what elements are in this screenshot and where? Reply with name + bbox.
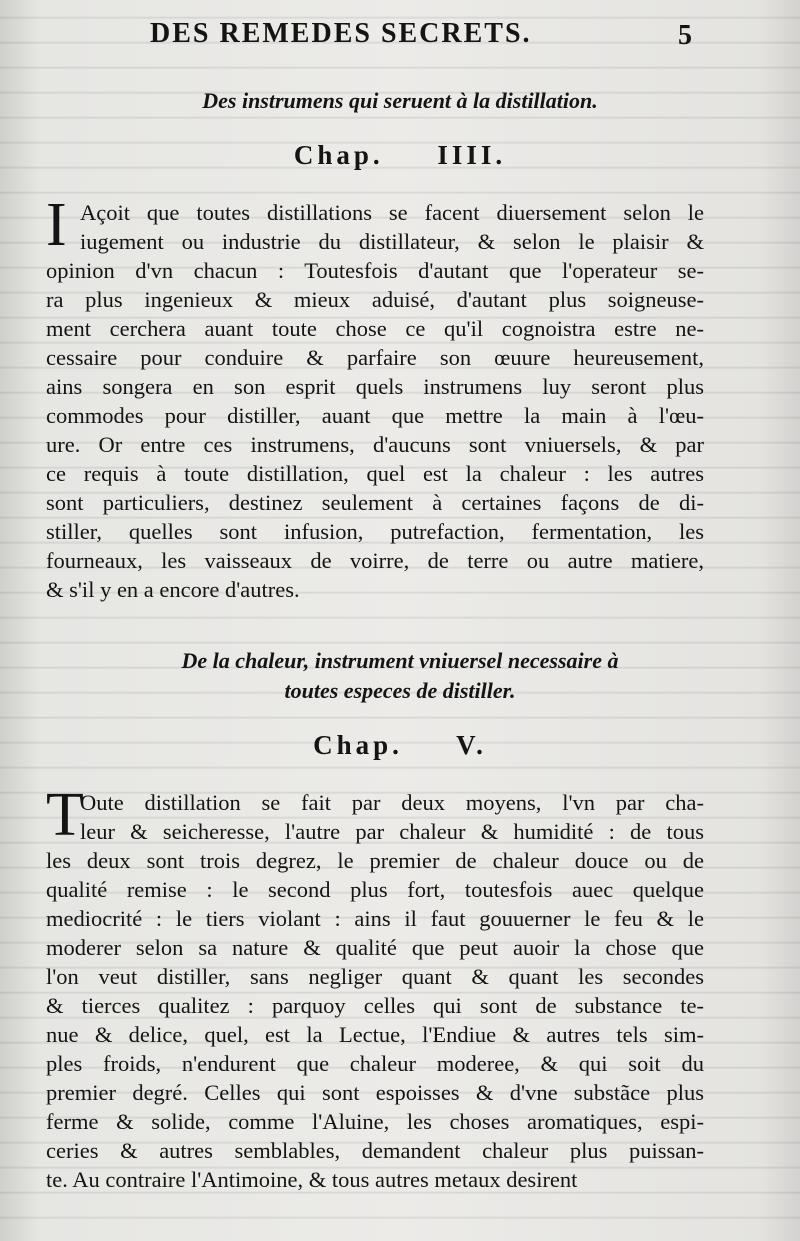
text-line: opinion d'vn chacun : Toutesfois d'autant que l'operateur se-: [46, 258, 704, 283]
text-line: ferme & solide, comme l'Aluine, les choses aromatiques, espi-: [46, 1109, 704, 1134]
section-title-instrumens: Des instrumens qui seruent à la distillation.: [202, 88, 598, 113]
text-line: & tierces qualitez : parquoy celles qui sont de substance te-: [46, 993, 704, 1018]
text-line: l'on veut distiller, sans negliger quant & quant les secondes: [46, 964, 704, 989]
text-line: nue & delice, quel, est la Lectue, l'Endiue & autres tels sim-: [46, 1022, 704, 1047]
text-line: fourneaux, les vaisseaux de voirre, de terre ou autre matiere,: [46, 548, 704, 573]
chapter-number: V.: [456, 730, 487, 760]
text-line: stiller, quelles sont infusion, putrefaction, fermentation, les: [46, 519, 704, 544]
text-line: iugement ou industrie du distillateur, & selon le plaisir &: [80, 229, 704, 254]
paragraph-chapter-5: [46, 781, 704, 1194]
chapter-number: IIII.: [437, 140, 507, 170]
text-line: premier degré. Celles qui sont espoisses & d'vne substãce plus: [46, 1080, 704, 1105]
text-line: ure. Or entre ces instrumens, d'aucuns sont vniuersels, & par: [46, 432, 704, 457]
paragraph-chapter-4: [46, 191, 704, 604]
page-number: 5: [678, 20, 692, 51]
text-line: ra plus ingenieux & mieux aduisé, d'autant plus soigneuse-: [46, 287, 704, 312]
chapter-label: Chap.: [313, 730, 403, 760]
chapter-heading-4: [0, 140, 800, 171]
text-line: Oute distillation se fait par deux moyens, l'vn par cha-: [80, 790, 704, 815]
text-line: te. Au contraire l'Antimoine, & tous autres metaux desirent: [46, 1167, 578, 1192]
section-title-chaleur-line1: De la chaleur, instrument vniuersel necessaire à: [181, 648, 619, 673]
chapter-label: Chap.: [293, 140, 384, 170]
running-title: DES REMEDES SECRETS.: [150, 18, 532, 49]
text-line: les deux sont trois degrez, le premier de chaleur douce ou de: [46, 848, 704, 873]
text-line: leur & seicheresse, l'autre par chaleur & humidité : de tous: [80, 819, 704, 844]
text-line: commodes pour distiller, auant que mettre la main à l'œu-: [46, 403, 704, 428]
text-line: sont particuliers, destinez seulement à certaines façons de di-: [46, 490, 704, 515]
drop-capital-i: I: [46, 191, 67, 259]
running-head: [0, 18, 800, 52]
drop-capital-t: T: [46, 781, 84, 849]
text-line: Açoit que toutes distillations se facent diuersement selon le: [80, 200, 704, 225]
chapter-heading-5: [0, 730, 800, 761]
text-line: ples froids, n'endurent que chaleur moderee, & qui soit du: [46, 1051, 704, 1076]
text-line: & s'il y en a encore d'autres.: [46, 577, 300, 602]
text-line: qualité remise : le second plus fort, toutesfois auec quelque: [46, 877, 704, 902]
text-line: moderer selon sa nature & qualité que peut auoir la chose que: [46, 935, 704, 960]
text-line: ceries & autres semblables, demandent chaleur plus puissan-: [46, 1138, 704, 1163]
text-line: mediocrité : le tiers violant : ains il faut gouuerner le feu & le: [46, 906, 704, 931]
text-line: ment cerchera auant toute chose ce qu'il cognoistra estre ne-: [46, 316, 704, 341]
section-title-chaleur-line2: toutes especes de distiller.: [284, 678, 516, 703]
text-line: ains songera en son esprit quels instrumens luy seront plus: [46, 374, 704, 399]
text-line: ce requis à toute distillation, quel est la chaleur : les autres: [46, 461, 704, 486]
text-line: cessaire pour conduire & parfaire son œuure heureusement,: [46, 345, 704, 370]
